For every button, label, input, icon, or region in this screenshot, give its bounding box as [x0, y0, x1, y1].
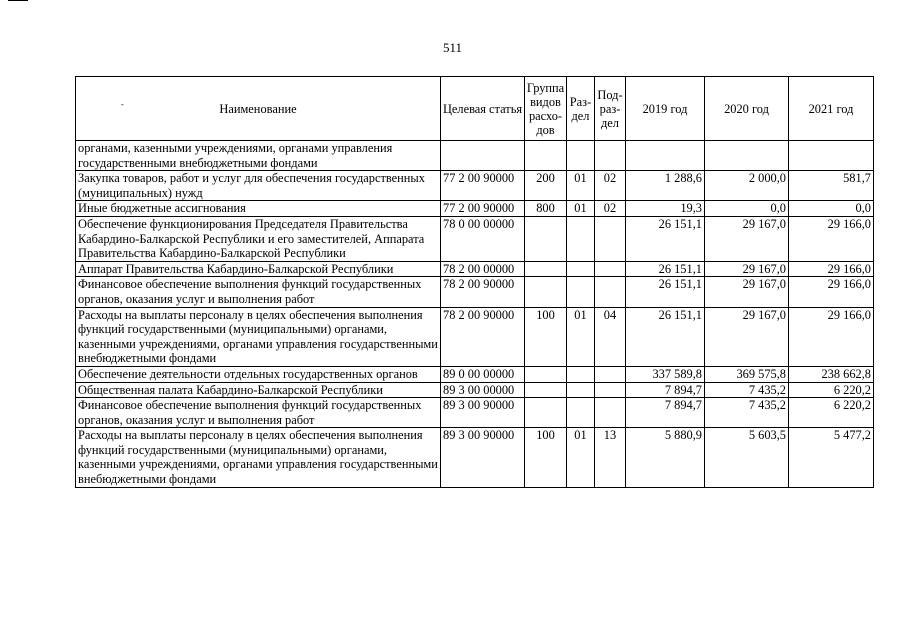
cell-2020: 29 167,0 — [705, 277, 789, 307]
cell-section — [567, 366, 595, 382]
cell-2020: 7 435,2 — [705, 398, 789, 428]
cell-subsection: 02 — [595, 171, 626, 201]
cell-section — [567, 398, 595, 428]
header-row — [76, 77, 874, 141]
header-group: Группа видов расхо-дов — [525, 77, 567, 141]
cell-group — [525, 382, 567, 398]
cell-2019: 337 589,8 — [626, 366, 705, 382]
cell-2020: 29 167,0 — [705, 307, 789, 366]
header-dash-mark: - — [121, 100, 124, 109]
cell-subsection: 02 — [595, 201, 626, 217]
cell-section — [567, 216, 595, 261]
cell-subsection: 04 — [595, 307, 626, 366]
cell-name: Обеспечение деятельности отдельных государственных органов — [76, 366, 441, 382]
corner-mark — [8, 0, 28, 4]
cell-name: Расходы на выплаты персоналу в целях обеспечения выполнения функций государственными (муниципальными) органами, казенными учреждениями, органами управления государственными внебюджетными фондами — [76, 307, 441, 366]
cell-group: 100 — [525, 428, 567, 487]
cell-subsection — [595, 398, 626, 428]
cell-section: 01 — [567, 201, 595, 217]
cell-target: 78 2 00 90000 — [441, 277, 525, 307]
cell-subsection — [595, 366, 626, 382]
table-row — [76, 307, 874, 366]
cell-subsection — [595, 216, 626, 261]
cell-name: Обеспечение функционирования Председателя Правительства Кабардино-Балкарской Республики и его заместителей, Аппарата Правительства Кабардино-Балкарской Республики — [76, 216, 441, 261]
cell-subsection: 13 — [595, 428, 626, 487]
cell-subsection — [595, 382, 626, 398]
cell-2021: 0,0 — [789, 201, 874, 217]
cell-subsection — [595, 141, 626, 171]
cell-2019: 19,3 — [626, 201, 705, 217]
cell-2021: 29 166,0 — [789, 261, 874, 277]
cell-section: 01 — [567, 171, 595, 201]
cell-2021: 6 220,2 — [789, 382, 874, 398]
cell-2021 — [789, 141, 874, 171]
header-name: Наименование — [76, 77, 441, 141]
table-row — [76, 141, 874, 171]
header-2021: 2021 год — [789, 77, 874, 141]
cell-target: 89 3 00 00000 — [441, 382, 525, 398]
cell-section — [567, 382, 595, 398]
cell-2021: 29 166,0 — [789, 216, 874, 261]
cell-2021: 6 220,2 — [789, 398, 874, 428]
cell-group — [525, 216, 567, 261]
cell-2020: 7 435,2 — [705, 382, 789, 398]
table-row — [76, 398, 874, 428]
cell-group — [525, 261, 567, 277]
cell-2020: 369 575,8 — [705, 366, 789, 382]
header-target: Целевая статья — [441, 77, 525, 141]
cell-name: Иные бюджетные ассигнования — [76, 201, 441, 217]
cell-name: Закупка товаров, работ и услуг для обеспечения государственных (муниципальных) нужд — [76, 171, 441, 201]
cell-group: 800 — [525, 201, 567, 217]
table-row — [76, 366, 874, 382]
cell-name: органами, казенными учреждениями, органами управления государственными внебюджетными фондами — [76, 141, 441, 171]
cell-2020 — [705, 141, 789, 171]
cell-2021: 238 662,8 — [789, 366, 874, 382]
table-row — [76, 277, 874, 307]
cell-2019: 1 288,6 — [626, 171, 705, 201]
cell-2019: 26 151,1 — [626, 216, 705, 261]
cell-name: Финансовое обеспечение выполнения функций государственных органов, оказания услуг и выполнения работ — [76, 277, 441, 307]
header-subsection: Под-раз-дел — [595, 77, 626, 141]
cell-target: 78 0 00 00000 — [441, 216, 525, 261]
cell-group — [525, 277, 567, 307]
cell-name: Финансовое обеспечение выполнения функций государственных органов, оказания услуг и выполнения работ — [76, 398, 441, 428]
cell-2021: 29 166,0 — [789, 277, 874, 307]
table-row — [76, 428, 874, 487]
header-section: Раз-дел — [567, 77, 595, 141]
cell-target: 78 2 00 00000 — [441, 261, 525, 277]
cell-target: 77 2 00 90000 — [441, 171, 525, 201]
table-row — [76, 201, 874, 217]
page-number: 511 — [442, 40, 463, 55]
cell-2020: 2 000,0 — [705, 171, 789, 201]
cell-target — [441, 141, 525, 171]
table-row — [76, 382, 874, 398]
header-2020: 2020 год — [705, 77, 789, 141]
cell-section — [567, 261, 595, 277]
cell-group: 100 — [525, 307, 567, 366]
cell-section — [567, 141, 595, 171]
table-row — [76, 261, 874, 277]
cell-2020: 29 167,0 — [705, 261, 789, 277]
table-row — [76, 216, 874, 261]
cell-2019: 26 151,1 — [626, 307, 705, 366]
cell-section — [567, 277, 595, 307]
budget-table — [75, 76, 874, 488]
cell-section: 01 — [567, 428, 595, 487]
cell-target: 78 2 00 90000 — [441, 307, 525, 366]
cell-2019: 7 894,7 — [626, 382, 705, 398]
cell-target: 89 3 00 90000 — [441, 428, 525, 487]
cell-group: 200 — [525, 171, 567, 201]
cell-2021: 581,7 — [789, 171, 874, 201]
cell-2019 — [626, 141, 705, 171]
cell-group — [525, 366, 567, 382]
cell-name: Расходы на выплаты персоналу в целях обеспечения выполнения функций государственными (муниципальными) органами, казенными учреждениями, органами управления государственными внебюджетными фондами — [76, 428, 441, 487]
cell-2019: 7 894,7 — [626, 398, 705, 428]
cell-2020: 0,0 — [705, 201, 789, 217]
cell-subsection — [595, 261, 626, 277]
cell-2020: 5 603,5 — [705, 428, 789, 487]
cell-2019: 5 880,9 — [626, 428, 705, 487]
cell-name: Аппарат Правительства Кабардино-Балкарской Республики — [76, 261, 441, 277]
cell-target: 89 3 00 90000 — [441, 398, 525, 428]
cell-2020: 29 167,0 — [705, 216, 789, 261]
table-row — [76, 171, 874, 201]
cell-2019: 26 151,1 — [626, 261, 705, 277]
cell-target: 77 2 00 90000 — [441, 201, 525, 217]
cell-subsection — [595, 277, 626, 307]
cell-target: 89 0 00 00000 — [441, 366, 525, 382]
cell-name: Общественная палата Кабардино-Балкарской Республики — [76, 382, 441, 398]
cell-section: 01 — [567, 307, 595, 366]
cell-group — [525, 398, 567, 428]
header-2019: 2019 год — [626, 77, 705, 141]
cell-2021: 5 477,2 — [789, 428, 874, 487]
cell-group — [525, 141, 567, 171]
cell-2021: 29 166,0 — [789, 307, 874, 366]
cell-2019: 26 151,1 — [626, 277, 705, 307]
